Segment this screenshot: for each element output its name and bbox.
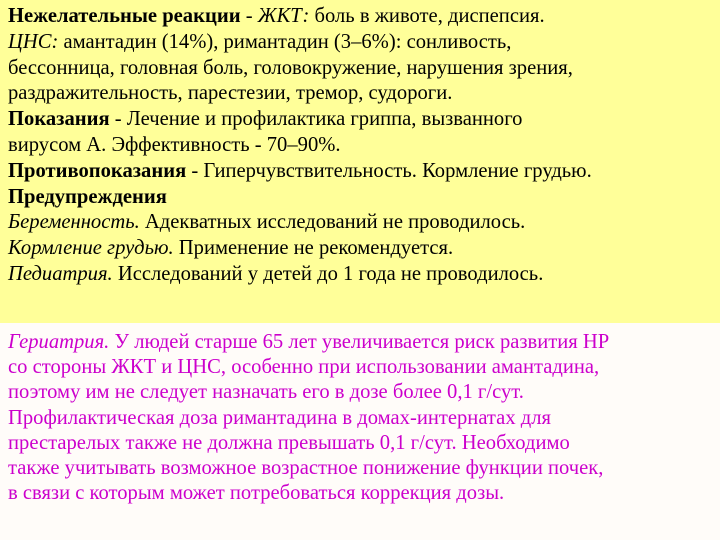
indications-line: Показания - Лечение и профилактика гриппа, вызванного xyxy=(8,108,523,131)
geriatrics-text-line: со стороны ЖКТ и ЦНС, особенно при использовании амантадина, xyxy=(8,356,600,379)
geriatrics-label: Гериатрия. xyxy=(8,331,110,353)
geriatrics-text-line: поэтому им не следует назначать его в дозе более 0,1 г/сут. xyxy=(8,381,524,404)
cns-label: ЦНС: xyxy=(8,30,59,53)
geriatrics-text-line: Профилактическая доза римантадина в домах-интернатах для xyxy=(8,406,551,429)
geriatrics-text-line: престарелых также не должна превышать 0,1 г/сут. Необходимо xyxy=(8,431,570,454)
geriatrics-block xyxy=(0,323,720,540)
pregnancy-line: Беременность. Адекватных исследований не проводилось. xyxy=(8,211,526,234)
indications-text-line: вирусом А. Эффективность - 70–90%. xyxy=(8,133,341,156)
adverse-reactions-line: Нежелательные реакции - ЖКТ: боль в животе, диспепсия. xyxy=(8,5,545,27)
cns-line: ЦНС: амантадин (14%), римантадин (3–6%): сонливость, xyxy=(8,30,512,53)
adverse-text-line: раздражительность, парестезии, тремор, судороги. xyxy=(8,82,453,105)
warnings-heading: Предупреждения xyxy=(8,185,167,208)
indications-heading: Показания xyxy=(8,108,110,131)
pediatrics-label: Педиатрия. xyxy=(8,262,113,285)
geriatrics-line: Гериатрия. У людей старше 65 лет увеличивается риск развития НР xyxy=(8,331,610,353)
pregnancy-label: Беременность. xyxy=(8,211,140,234)
contraindications-line: Противопоказания - Гиперчувствительность. Кормление грудью. xyxy=(8,159,592,182)
breastfeeding-label: Кормление грудью. xyxy=(8,237,174,260)
gi-label: ЖКТ: xyxy=(257,5,310,27)
warnings-heading-line xyxy=(8,185,714,211)
adverse-reactions-heading: Нежелательные реакции xyxy=(8,5,241,27)
breastfeeding-line: Кормление грудью. Применение не рекомендуется. xyxy=(8,237,454,260)
pediatrics-line: Педиатрия. Исследований у детей до 1 года не проводилось. xyxy=(8,262,544,285)
contraindications-heading: Противопоказания xyxy=(8,159,187,182)
adverse-text-line: бессонница, головная боль, головокружение, нарушения зрения, xyxy=(8,56,573,79)
geriatrics-text-line: в связи с которым может потребоваться коррекция дозы. xyxy=(8,482,505,505)
geriatrics-text-line: также учитывать возможное возрастное понижение функции почек, xyxy=(8,457,604,480)
